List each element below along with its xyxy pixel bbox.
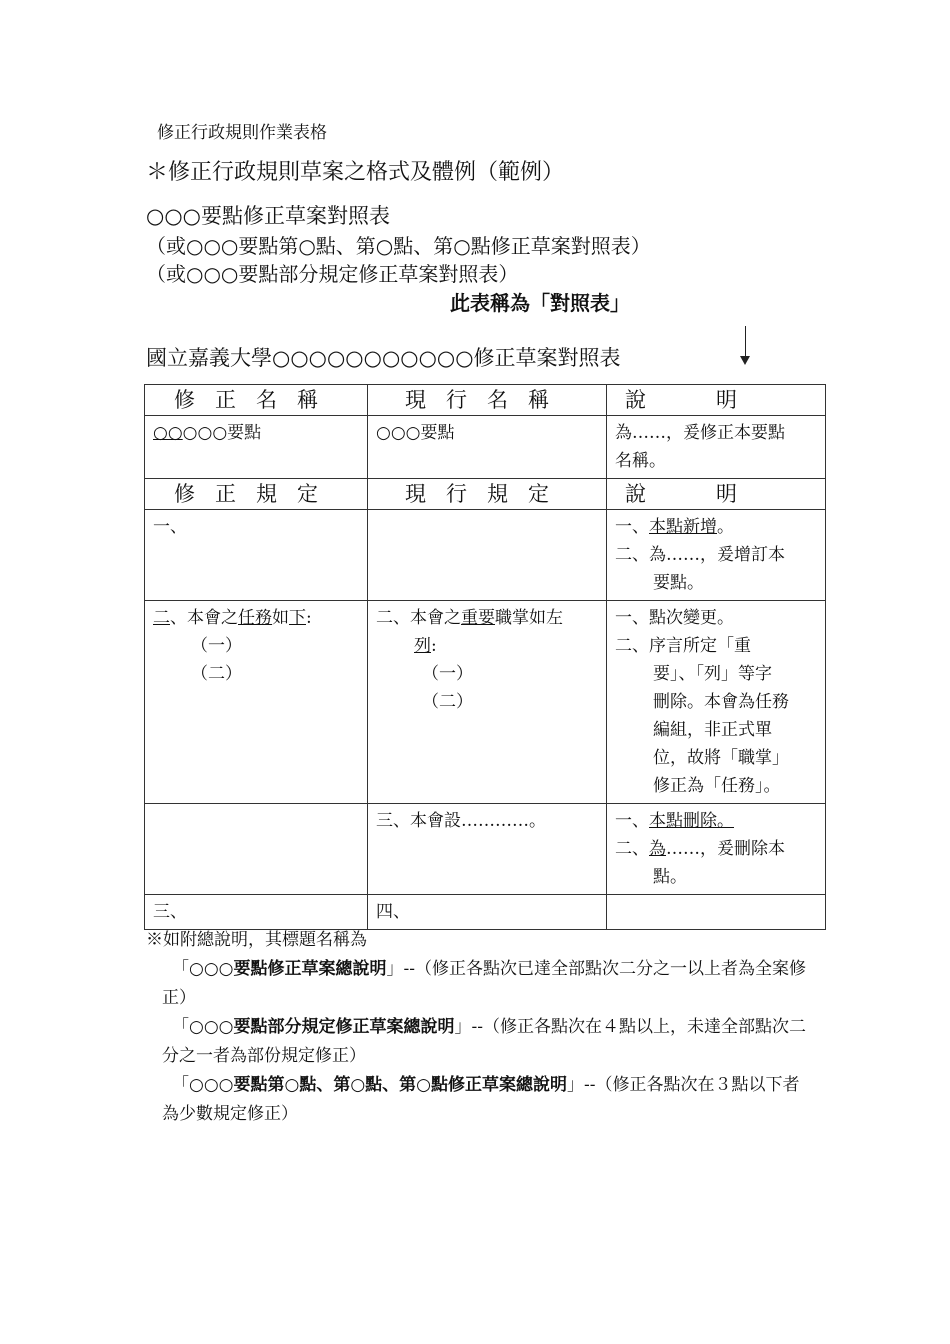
form-title-alt-2: （或○○○要點部分規定修正草案對照表） xyxy=(146,262,519,286)
note-open: 「○○○ xyxy=(172,1075,234,1095)
explanation-line xyxy=(615,835,817,863)
rule-text: 職掌如左 xyxy=(495,608,563,628)
explanation-line: 刪除。本會為任務 xyxy=(653,692,789,712)
note-bold-title: 要點第○點、第○點、第○點修正草案總說明 xyxy=(233,1075,568,1095)
header-row-names xyxy=(145,385,826,416)
name-row xyxy=(145,416,826,479)
rule-text: : xyxy=(431,636,437,656)
header-explanation-2: 說明 xyxy=(607,479,826,510)
rule-text-underlined: 列 xyxy=(414,636,431,656)
sub-item: （一） xyxy=(422,664,473,684)
explanation-line: 編組，非正式單 xyxy=(653,720,772,740)
table-row xyxy=(145,510,826,601)
revised-rule-cell: 一、 xyxy=(145,510,368,601)
table-row xyxy=(145,895,826,930)
item-number: 一、 xyxy=(615,517,649,537)
note-open: 「○○○ xyxy=(172,959,234,979)
header-revised-name: 修正名稱 xyxy=(145,385,368,416)
rule-text-underlined: 任務 xyxy=(238,608,272,628)
explanation-line xyxy=(615,513,817,541)
arrow-down-icon xyxy=(740,356,750,365)
form-title: ○○○要點修正草案對照表 xyxy=(146,204,390,228)
explanation-line xyxy=(615,807,817,835)
current-rule-cell: 四、 xyxy=(368,895,607,930)
table-annotation: 此表稱為「對照表」 xyxy=(450,291,630,315)
explanation-line: 要」、「列」等字 xyxy=(653,664,772,684)
current-rule-cell xyxy=(368,510,607,601)
revised-rule-cell xyxy=(145,601,368,804)
table-row xyxy=(145,804,826,895)
rule-line xyxy=(153,604,359,632)
rule-text: 如 xyxy=(272,608,289,628)
table-title: 國立嘉義大學○○○○○○○○○○○修正草案對照表 xyxy=(146,346,621,370)
explanation-line: 點。 xyxy=(653,867,687,887)
explanation-line: 為……，爰修正本要點 xyxy=(615,423,785,443)
note-rest: 」--（修正各點次已達全部點次二分之一以上者為全案修正） xyxy=(162,959,807,1008)
explanation-line: 一、點次變更。 xyxy=(615,608,734,628)
explanation-text: 本點刪除。 xyxy=(649,811,734,831)
header-explanation: 說明 xyxy=(607,385,826,416)
main-heading: ＊修正行政規則草案之格式及體例（範例） xyxy=(146,160,565,185)
rule-text-underlined: 重要 xyxy=(461,608,495,628)
rule-line xyxy=(376,632,598,660)
item-number: 一、 xyxy=(615,811,649,831)
explanation-text-underlined: 為 xyxy=(649,839,666,859)
rule-text: 、本會之 xyxy=(170,608,238,628)
explanation-text: ……，爰刪除本 xyxy=(666,839,785,859)
sub-item: （二） xyxy=(191,664,242,684)
revised-rule-cell xyxy=(145,804,368,895)
arrow-line xyxy=(745,326,746,358)
rule-text-underlined: 下 xyxy=(289,608,306,628)
note-bold-title: 要點修正草案總說明 xyxy=(233,959,387,979)
explanation-cell xyxy=(607,895,826,930)
current-name-cell: ○○○要點 xyxy=(368,416,607,479)
explanation-line: 要點。 xyxy=(653,573,704,593)
sub-item: （一） xyxy=(191,636,242,656)
explanation-line: 二、序言所定「重 xyxy=(615,636,751,656)
page-header: 修正行政規則作業表格 xyxy=(157,123,327,143)
table-row xyxy=(145,601,826,804)
explanation-line: 名稱。 xyxy=(615,451,666,471)
notes-intro: ※如附總說明，其標題名稱為 xyxy=(146,930,367,950)
explanation-text: 為……，爰增訂本 xyxy=(649,545,785,565)
note-rest: 」--（修正各點次在４點以上，未達全部點次二分之一者為部份規定修正） xyxy=(162,1017,807,1066)
current-rule-cell xyxy=(368,601,607,804)
form-title-alt-1: （或○○○要點第○點、第○點、第○點修正草案對照表） xyxy=(146,234,651,258)
rule-line xyxy=(376,604,598,632)
explanation-text: 本點新增 xyxy=(649,517,717,537)
revised-name-rest: ○○○要點 xyxy=(182,423,262,443)
rule-text: 二、本會之 xyxy=(376,608,461,628)
current-rule-cell: 三、本會設…………。 xyxy=(368,804,607,895)
explanation-cell xyxy=(607,601,826,804)
notes-section xyxy=(146,926,806,1129)
sub-item: （二） xyxy=(422,692,473,712)
punctuation: 。 xyxy=(717,517,734,537)
explanation-line xyxy=(615,541,817,569)
name-explanation-cell xyxy=(607,416,826,479)
header-current-name: 現行名稱 xyxy=(368,385,607,416)
explanation-line: 位，故將「職掌」 xyxy=(653,748,789,768)
explanation-cell xyxy=(607,804,826,895)
revised-name-cell xyxy=(145,416,368,479)
note-item xyxy=(146,1071,806,1129)
explanation-cell xyxy=(607,510,826,601)
rule-text: : xyxy=(306,608,312,628)
comparison-table xyxy=(144,384,826,930)
item-number: 二、 xyxy=(615,839,649,859)
header-current-rule: 現行規定 xyxy=(368,479,607,510)
note-rest: 」--（修正各點次在３點以下者為少數規定修正） xyxy=(162,1075,800,1124)
note-open: 「○○○ xyxy=(172,1017,234,1037)
item-number: 二 xyxy=(153,608,170,628)
item-number: 二、 xyxy=(615,545,649,565)
explanation-line: 修正為「任務」。 xyxy=(653,776,781,796)
header-row-rules xyxy=(145,479,826,510)
revised-rule-cell: 三、 xyxy=(145,895,368,930)
note-item xyxy=(146,1013,806,1071)
revised-name-prefix: ○○ xyxy=(153,423,183,443)
note-bold-title: 要點部分規定修正草案總說明 xyxy=(233,1017,455,1037)
header-revised-rule: 修正規定 xyxy=(145,479,368,510)
note-item xyxy=(146,955,806,1013)
